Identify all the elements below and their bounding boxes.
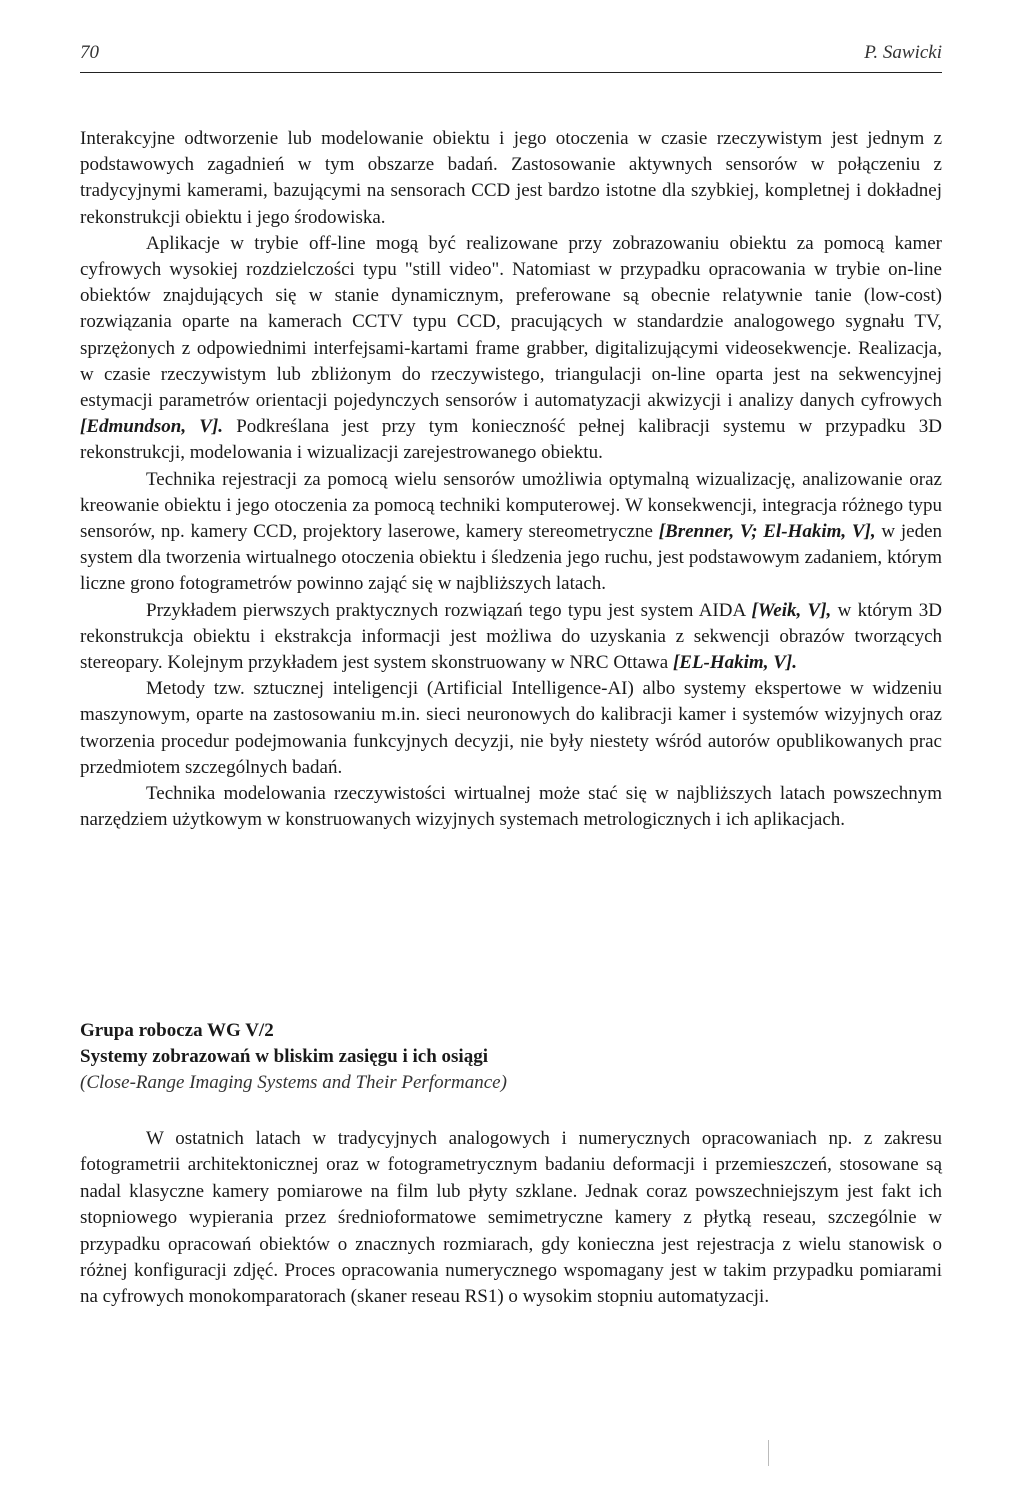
paragraph-1: Interakcyjne odtworzenie lub modelowanie obiektu i jego otoczenia w czasie rzeczywistym jest jednym z podstawowych zagadnień w tym obszarze badań. Zastosowanie aktywnych sensorów w połączeniu z tradycyjnymi kamerami, bazującymi na sensorach CCD jest bardzo istotne dla szybkiej, kompletnej i dokładnej rekonstrukcji obiektu i jego środowiska. [80,128,942,228]
page-number: 70 [80,42,99,63]
paragraph-5: Metody tzw. sztucznej inteligencji (Artificial Intelligence-AI) albo systemy ekspertowe w widzeniu maszynowym, oparte na zastosowaniu m.in. sieci neuronowych do kalibracji kamer i systemów wizyjnych oraz tworzenia procedur podejmowania funkcyjnych decyzji, nie były niestety wśród autorów opublikowanych prac przedmiotem szczególnych badań. [80,678,942,778]
citation-elhakim: [EL-Hakim, V]. [672,652,797,674]
running-head-author: P. Sawicki [864,42,942,63]
paragraph-4 [80,598,942,677]
paragraph-2-tail: Podkreślana jest przy tym konieczność pełnej kalibracji systemu w przypadku 3D rekonstrukcji, modelowania i wizualizacji zarejestrowanego obiektu. [80,416,942,464]
running-head [80,40,942,73]
paragraph-2-text: Aplikacje w trybie off-line mogą być realizowane przy zobrazowaniu obiektu za pomocą kamer cyfrowych wysokiej rozdzielczości typu "still video". Natomiast w przypadku opracowania w trybie on-line obiektów znajdujących się w stanie dynamicznym, preferowane są obecnie relatywnie tanie (low-cost) rozwiązania oparte na kamerach CCTV typu CCD, pracujących w standardzie analogowego sygnału TV, sprzężonych z odpowiednimi interfejsami-kartami frame grabber, digitalizującymi videosekwencje. Realizacja, w czasie rzeczywistym lub zbliżonym do rzeczywistego, triangulacji on-line oparta jest na sekwencyjnej estymacji parametrów orientacji pojedynczych sensorów i automatyzacji akwizycji i analizy danych cyfrowych [80,232,942,412]
paragraph-3-tail: w jeden system dla tworzenia wirtualnego otoczenia obiektu i śledzenia jego ruchu, jest podstawowym zadaniem, którym liczne grono fotogrametrów powinno zająć się w najbliższych latach. [80,521,943,595]
citation-brenner-elhakim: [Brenner, V; El-Hakim, V], [658,521,876,543]
section-body [80,1126,942,1311]
section-subtitle-english: (Close-Range Imaging Systems and Their Performance) [80,1072,507,1093]
citation-edmundson: [Edmundson, V]. [80,416,224,438]
paragraph-6: Technika modelowania rzeczywistości wirtualnej może stać się w najbliższych latach powszechnym narzędziem użytkowym w konstruowanych wizyjnych systemach metrologicznych i ich aplikacjach. [80,783,942,831]
citation-weik: [Weik, V], [751,599,832,621]
paragraph-3 [80,467,942,598]
section-header [80,1018,942,1096]
paragraph-4-text: Przykładem pierwszych praktycznych rozwiązań tego typu jest system AIDA [146,599,746,621]
section-paragraph: W ostatnich latach w tradycyjnych analogowych i numerycznych opracowaniach np. z zakresu fotogrametrii architektonicznej oraz w fotogrametrycznym badaniu deformacji i przemieszczeń, stosowane są nadal klasyczne kamery pomiarowe na film lub płyty szklane. Jednak coraz powszechniejszym jest fakt ich stopniowego wypierania przez średnioformatowe semimetryczne kamery z płytką reseau, szczególnie w przypadku opracowań obiektów o znacznych rozmiarach, gdy konieczna jest rejestracja z wielu stanowisk o różnej konfiguracji zdjęć. Proces opracowania numerycznego wspomagany jest w takim przypadku pomiarami na cyfrowych monokomparatorach (skaner reseau RS1) o wysokim stopniu automatyzacji. [80,1128,942,1308]
paragraph-4-middle: w którym 3D rekonstrukcja obiektu i ekstrakcja informacji jest możliwa do uzyskania z sekwencji obrazów tworzących stereopary. Kolejnym przykładem jest system skonstruowany w NRC Ottawa [80,599,943,674]
section-heading: Grupa robocza WG V/2 [80,1020,274,1041]
paragraph-3-text: Technika rejestracji za pomocą wielu sensorów umożliwia optymalną wizualizację, analizowanie oraz kreowanie obiektu i jego otoczenia za pomocą techniki komputerowej. W konsekwencji, integracja różnego typu sensorów, np. kamery CCD, projektory laserowe, kamery stereometryczne [80,468,942,543]
scan-mark [768,1440,769,1466]
paragraph-2 [80,231,942,467]
section-subheading: Systemy zobrazowań w bliskim zasięgu i ich osiągi [80,1046,488,1067]
body-text [80,126,942,833]
